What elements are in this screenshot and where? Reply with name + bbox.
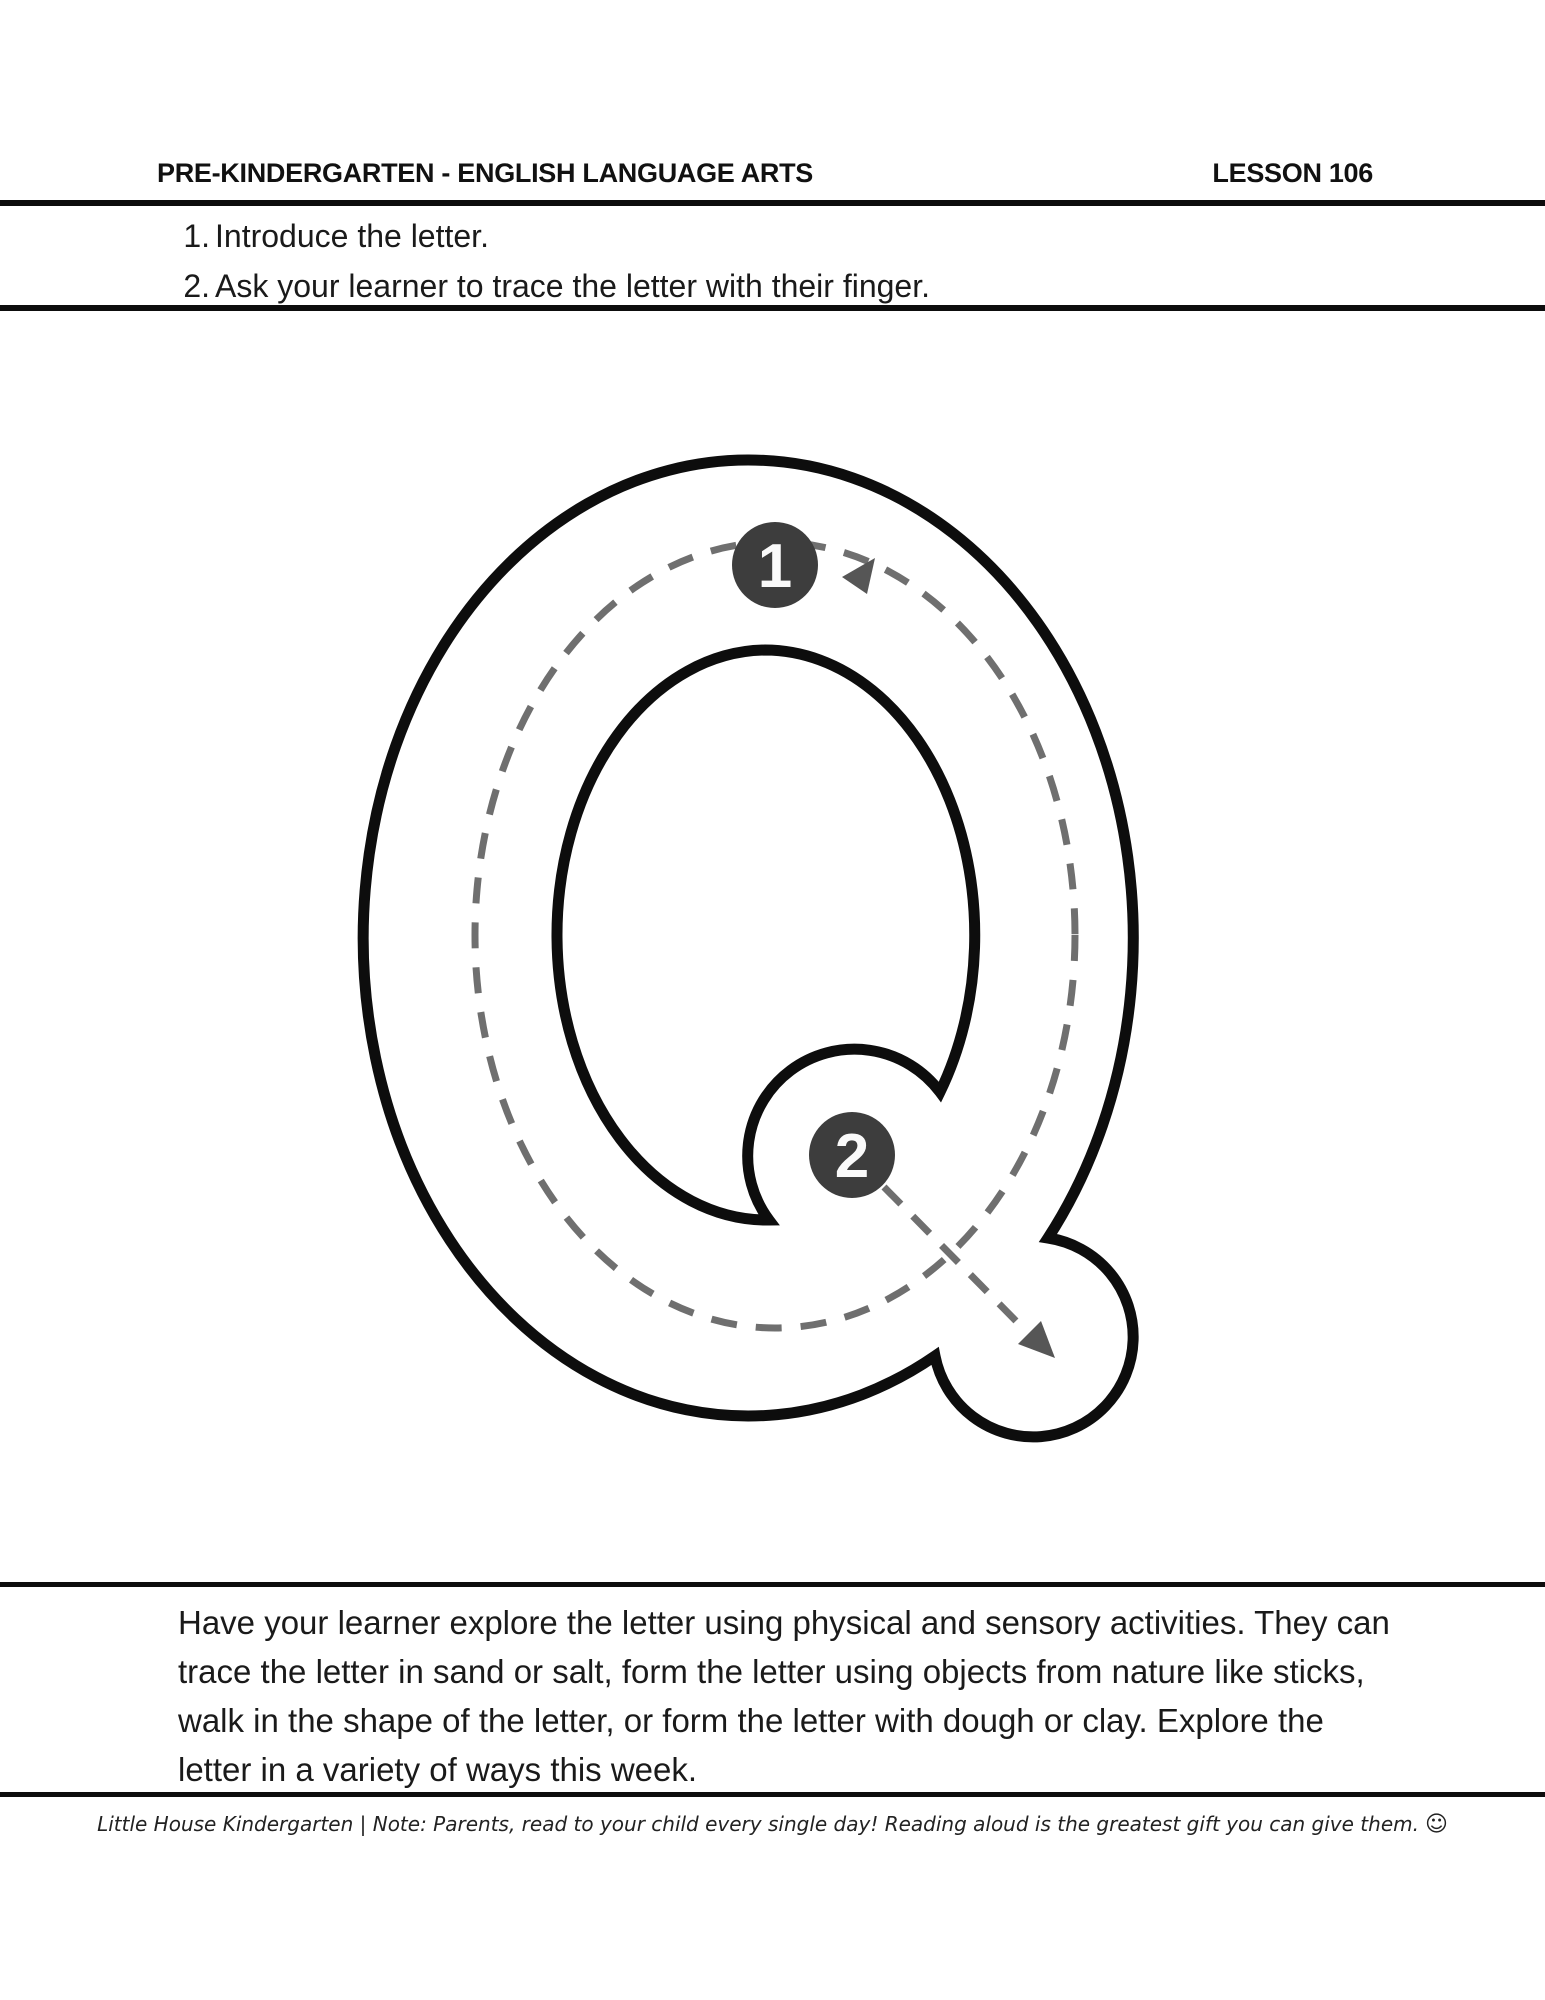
instruction-item-1: [0, 211, 1545, 261]
stroke-1-marker: [732, 522, 818, 608]
instruction-number: 1.: [183, 218, 210, 254]
stroke-2-marker: [809, 1112, 895, 1198]
divider-bottom-2: [0, 1792, 1545, 1797]
instruction-text: Ask your learner to trace the letter with their finger.: [215, 268, 930, 304]
smiley-icon: ☺: [1424, 1812, 1448, 1837]
header-course-title: PRE-KINDERGARTEN - ENGLISH LANGUAGE ARTS: [157, 158, 814, 188]
stroke-2-marker-label: 2: [834, 1122, 870, 1191]
instruction-list: [0, 211, 1545, 311]
header-lesson-number: LESSON 106: [1212, 158, 1373, 188]
letter-q-svg: [300, 400, 1200, 1520]
instruction-item-2: [0, 261, 1545, 311]
divider-top-1: [0, 200, 1545, 206]
instruction-text: Introduce the letter.: [215, 218, 489, 254]
activity-paragraph: Have your learner explore the letter using physical and sensory activities. They can trace the letter in sand or salt, form the letter using objects from nature like sticks, walk in the shape of the letter, or form the letter with dough or clay. Explore the letter in a variety of ways this week.: [178, 1604, 1390, 1788]
divider-bottom-1: [0, 1582, 1545, 1587]
footer-note-text: Little House Kindergarten | Note: Parents, read to your child every single day! Reading aloud is the greatest gift you can give them.: [97, 1812, 1419, 1836]
letter-tracing-figure: [300, 400, 1200, 1520]
stroke-1-marker-label: 1: [757, 532, 793, 601]
footer-note: [0, 1812, 1545, 1837]
instruction-number: 2.: [183, 268, 210, 304]
divider-top-2: [0, 305, 1545, 311]
